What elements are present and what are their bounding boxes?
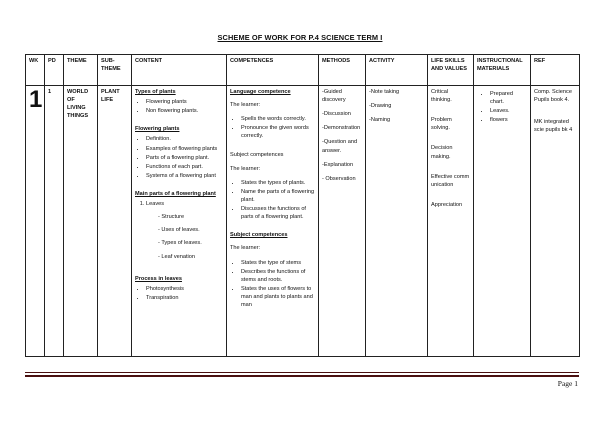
leaves-sub-item: - Leaf venation [146, 253, 223, 261]
header-row [26, 55, 580, 86]
list-item: • Leaves. [490, 107, 527, 115]
list-item: • Non flowering plants. [146, 107, 223, 115]
activity-item: -Drawing [369, 103, 392, 110]
header-instructional: INSTRUCTIONAL MATERIALS [474, 55, 531, 86]
learner-label: The learner: [230, 102, 261, 109]
learner-label: The learner: [230, 165, 261, 172]
list-item: • Systems of a flowering plant [146, 172, 223, 180]
footer-rule [25, 372, 579, 373]
list-item: • Pronounce the given words correctly. [241, 124, 315, 140]
list-item: • Flowering plants [146, 98, 223, 106]
leaves-sub-item: - Types of leaves. [146, 239, 223, 247]
cell-methods [319, 86, 366, 357]
method-item: -Guided discovery [322, 89, 346, 104]
content-flowering-list [135, 135, 223, 180]
cell-life-skills [428, 86, 474, 357]
header-activity: ACTIVITY [366, 55, 428, 86]
ref-item: MK integrated scie pupils bk 4 [534, 119, 573, 134]
list-item: • Spells the words correctly. [241, 115, 315, 123]
content-flowering-heading: Flowering plants [135, 126, 180, 133]
header-ref: REF [531, 55, 580, 86]
cell-wk: 1 [26, 86, 45, 357]
header-theme: THEME [64, 55, 98, 86]
leaves-label: Leaves [146, 201, 165, 208]
list-item [146, 200, 223, 261]
cell-ref [531, 86, 580, 357]
cell-activity [366, 86, 428, 357]
activity-item: -Naming [369, 117, 391, 124]
life-skill-item: Critical thinking. [431, 89, 452, 104]
cell-instructional [474, 86, 531, 357]
content-main-parts-heading: Main parts of a flowering plant [135, 190, 216, 197]
content-types-list [135, 98, 223, 115]
header-life-skills: LIFE SKILLS AND VALUES [428, 55, 474, 86]
header-wk: WK [26, 55, 45, 86]
list-item: • flowers [490, 116, 527, 124]
life-skill-item: Effective communication [431, 173, 470, 188]
document-title: SCHEME OF WORK FOR P.4 SCIENCE TERM I [217, 33, 383, 42]
leaves-sub-item: - Uses of leaves. [146, 226, 223, 234]
list-item: • Parts of a flowering plant. [146, 154, 223, 162]
header-pd: PD [45, 55, 64, 86]
life-skill-item: Appreciation [431, 201, 463, 208]
content-process-list [135, 285, 223, 302]
content-main-parts-list [135, 200, 223, 261]
list-item: • Discusses the functions of parts of a flowering plant. [241, 205, 315, 221]
leaves-sub-item: - Structure [146, 213, 223, 221]
list-item: • States the types of plants. [241, 179, 315, 187]
list-item: • Functions of each part. [146, 163, 223, 171]
subject-competences-label: Subject competences [230, 151, 284, 158]
subject-competences-heading: Subject competences [230, 232, 288, 239]
instructional-list [477, 90, 527, 124]
header-content: CONTENT [132, 55, 227, 86]
list-item: • Transpiration [146, 294, 223, 302]
life-skill-item: Problem solving. [431, 117, 452, 132]
list-item: • States the uses of flowers to man and plants to plants and man [241, 285, 315, 309]
header-subtheme: SUB-THEME [98, 55, 132, 86]
cell-theme: WORLD OF LIVING THINGS [64, 86, 98, 357]
table-row [26, 86, 580, 357]
page-number: Page 1 [557, 379, 578, 388]
header-competences: COMPETENCES [227, 55, 319, 86]
cell-competences [227, 86, 319, 357]
life-skill-item: Decision making. [431, 145, 453, 160]
method-item: -Discussion [322, 111, 351, 118]
content-types-heading: Types of plants [135, 89, 176, 95]
method-item: -Explanation [322, 161, 354, 168]
list-item: • Photosynthesis [146, 285, 223, 293]
activity-item: -Note taking [369, 89, 400, 95]
stems-competences-list [230, 259, 315, 310]
list-item: • Name the parts of a flowering plant. [241, 188, 315, 204]
learner-label: The learner: [230, 245, 261, 252]
list-item: • Definition. [146, 135, 223, 143]
scheme-table [25, 54, 580, 357]
list-item: • Examples of flowering plants [146, 145, 223, 153]
content-process-heading: Process in leaves [135, 275, 182, 282]
language-competence-heading: Language competence [230, 89, 291, 95]
header-methods: METHODS [319, 55, 366, 86]
list-item: • Describes the functions of stems and roots. [241, 268, 315, 284]
method-item: -Question and answer. [322, 139, 358, 154]
footer-rule [25, 375, 579, 377]
list-item: • States the type of stems [241, 259, 315, 267]
subject-competences-list [230, 179, 315, 222]
cell-content [132, 86, 227, 357]
method-item: -Demonstration [322, 125, 361, 132]
list-item: • Prepared chart. [490, 90, 527, 106]
language-competence-list [230, 115, 315, 140]
ref-item: Comp. Science Pupils book 4. [534, 89, 572, 104]
cell-subtheme: PLANT LIFE [98, 86, 132, 357]
method-item: - Observation [322, 175, 356, 182]
cell-pd: 1 [45, 86, 64, 357]
